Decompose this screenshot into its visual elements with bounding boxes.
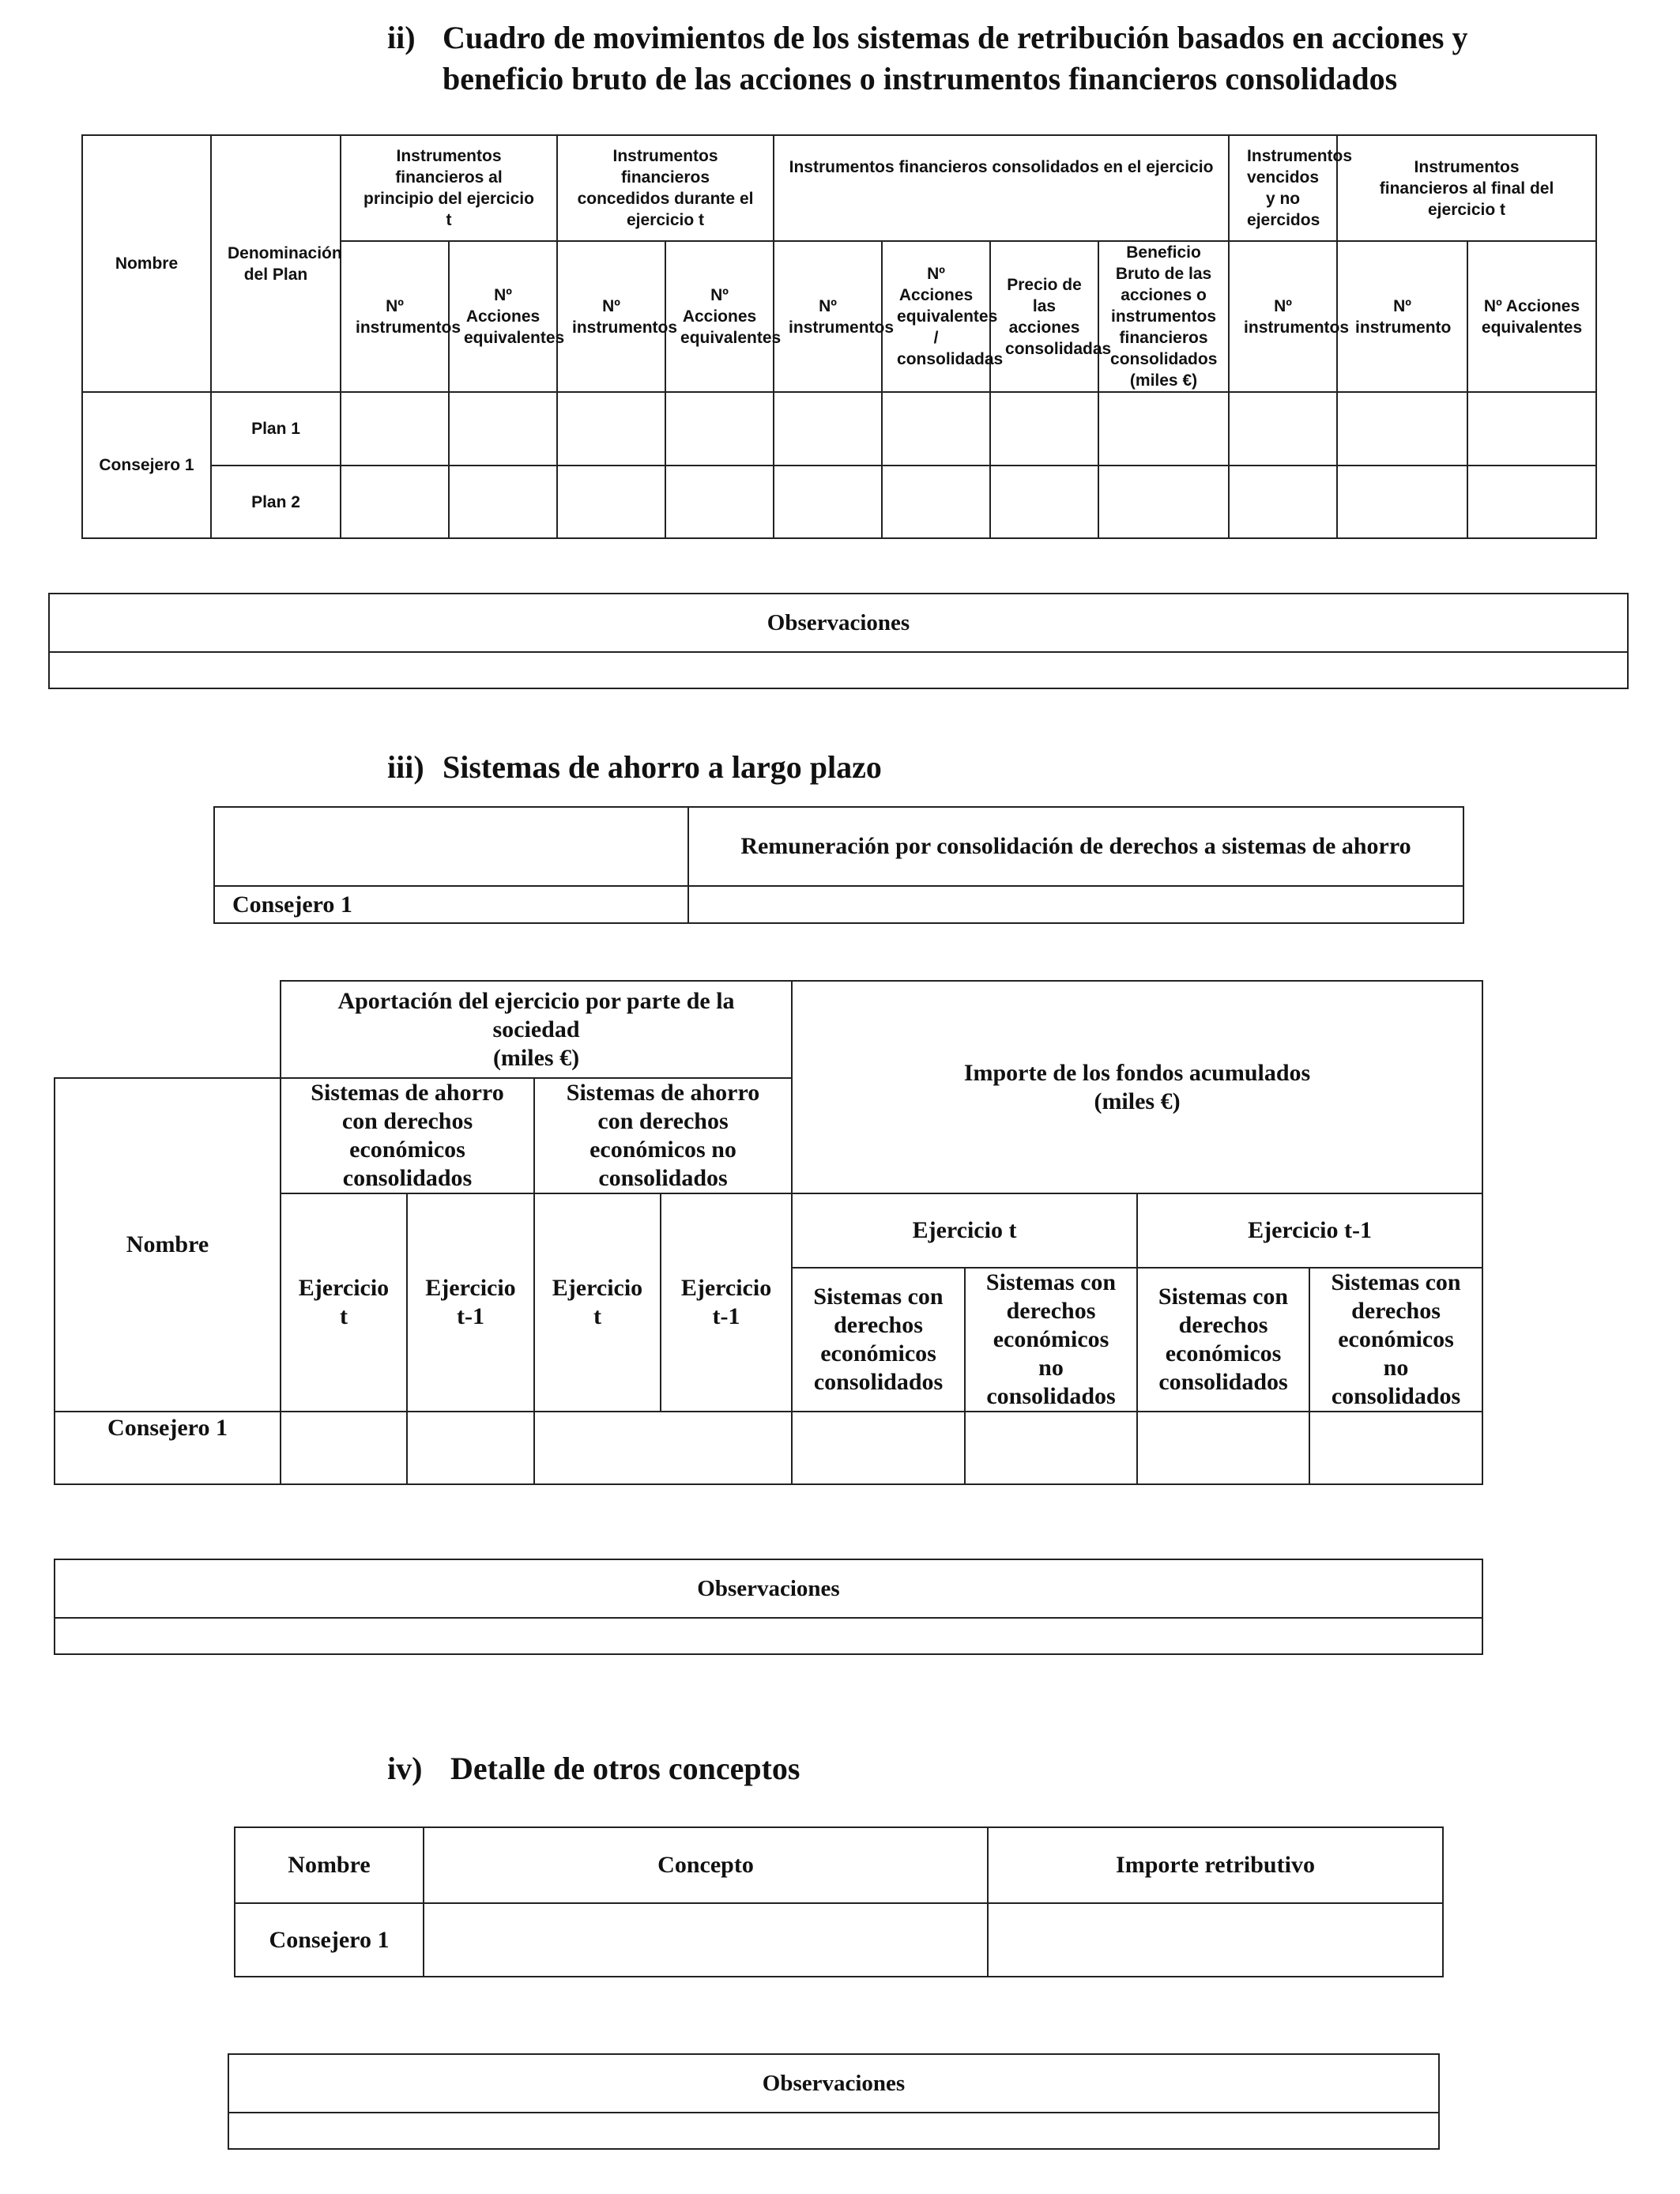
table-cell: [1467, 466, 1596, 538]
row-consejero-1: Consejero 1: [82, 392, 211, 538]
sub-instrumentos-inicio: Nº instrumentos: [341, 241, 449, 392]
section-iv-number: iv): [387, 1751, 423, 1786]
table-cell: [1309, 1412, 1482, 1484]
header-fondos-ejercicio-t1: Ejercicio t-1: [1137, 1193, 1482, 1268]
header-instrumentos-consolidados: Instrumentos financieros consolidados en el ejercicio: [774, 135, 1229, 241]
table-cell: [449, 392, 557, 466]
table-cell: [341, 392, 449, 466]
table-cell: [665, 466, 774, 538]
header-instrumentos-vencidos: Instrumentos vencidos y no ejercidos: [1229, 135, 1337, 241]
table-cell: [55, 981, 281, 1078]
table-cell: [965, 1412, 1137, 1484]
header-instrumentos-concedidos: Instrumentos financieros concedidos durante el ejercicio t: [557, 135, 774, 241]
section-iii-title: Sistemas de ahorro a largo plazo: [443, 749, 882, 785]
observaciones-box-iii: [54, 1559, 1483, 1655]
sub-beneficio-bruto: Beneficio Bruto de las acciones o instrumentos financieros consolidados (miles €): [1098, 241, 1229, 392]
sub-acciones-concedidos: Nº Acciones equivalentes: [665, 241, 774, 392]
table-cell: [1098, 466, 1229, 538]
table-cell: [557, 392, 665, 466]
row-consejero-1: Consejero 1: [55, 1412, 281, 1484]
section-ii-heading: [387, 17, 1573, 100]
header-aportacion-no-ejercicio-t1: Ejercicio t-1: [661, 1193, 792, 1412]
header-aportacion-no-ejercicio-t: Ejercicio t: [534, 1193, 661, 1412]
table-cell: [449, 466, 557, 538]
section-iii-heading: [387, 747, 1335, 788]
observaciones-label: Observaciones: [55, 1560, 1482, 1619]
table-cell: [557, 466, 665, 538]
header-fondos-t-consolidados: Sistemas con derechos económicos consolidados: [792, 1268, 965, 1412]
movements-table: [81, 134, 1597, 539]
sub-instrumentos-consolidados: Nº instrumentos: [774, 241, 882, 392]
sub-instrumento-final: Nº instrumento: [1337, 241, 1467, 392]
header-fondos-t-no-consolidados: Sistemas con derechos económicos no consolidados: [965, 1268, 1137, 1412]
header-nombre: Nombre: [82, 135, 211, 392]
table-cell: [424, 1903, 988, 1977]
table-cell: [990, 466, 1098, 538]
table-cell: [534, 1412, 792, 1484]
header-aportacion-ejercicio-t: Ejercicio t: [281, 1193, 407, 1412]
header-fondos-t1-consolidados: Sistemas con derechos económicos consolidados: [1137, 1268, 1309, 1412]
table-cell: [214, 807, 688, 886]
ahorro-aportacion-table: [54, 980, 1483, 1485]
sub-acciones-inicio: Nº Acciones equivalentes: [449, 241, 557, 392]
table-cell: [1229, 392, 1337, 466]
header-nombre: Nombre: [235, 1827, 424, 1903]
table-cell: [688, 886, 1463, 923]
header-concepto: Concepto: [424, 1827, 988, 1903]
header-importe-fondos: Importe de los fondos acumulados (miles €): [792, 981, 1482, 1193]
table-cell: [774, 392, 882, 466]
sub-acciones-final: Nº Acciones equivalentes: [1467, 241, 1596, 392]
header-importe-retributivo: Importe retributivo: [988, 1827, 1443, 1903]
header-aportacion-ejercicio-t1: Ejercicio t-1: [407, 1193, 534, 1412]
sub-instrumentos-concedidos: Nº instrumentos: [557, 241, 665, 392]
section-ii-title-line2: beneficio bruto de las acciones o instrumentos financieros consolidados: [443, 61, 1398, 96]
section-iv-title: Detalle de otros conceptos: [450, 1751, 800, 1786]
table-cell: [1229, 466, 1337, 538]
table-cell: [882, 466, 990, 538]
header-remuneracion-consolidacion: Remuneración por consolidación de derechos a sistemas de ahorro: [688, 807, 1463, 886]
header-sistemas-consolidados: Sistemas de ahorro con derechos económicos consolidados: [281, 1078, 534, 1193]
header-nombre: Nombre: [55, 1078, 281, 1412]
table-cell: [281, 1412, 407, 1484]
section-ii-number: ii): [387, 20, 416, 55]
table-cell: [1337, 466, 1467, 538]
table-cell: [341, 466, 449, 538]
otros-conceptos-table: [234, 1826, 1444, 1977]
table-cell: [774, 466, 882, 538]
sub-precio-acciones: Precio de las acciones consolidadas: [990, 241, 1098, 392]
table-cell: [882, 392, 990, 466]
observaciones-label: Observaciones: [229, 2055, 1438, 2113]
ahorro-consolidacion-table: [213, 806, 1464, 924]
table-cell: [1098, 392, 1229, 466]
table-cell: [407, 1412, 534, 1484]
header-instrumentos-inicio: Instrumentos financieros al principio del ejercicio t: [341, 135, 557, 241]
row-plan-1: Plan 1: [211, 392, 341, 466]
header-sistemas-no-consolidados: Sistemas de ahorro con derechos económicos no consolidados: [534, 1078, 792, 1193]
table-cell: [1137, 1412, 1309, 1484]
table-cell: [1337, 392, 1467, 466]
table-cell: [792, 1412, 965, 1484]
row-consejero-1: Consejero 1: [214, 886, 688, 923]
section-ii-title-line1: Cuadro de movimientos de los sistemas de retribución basados en acciones y: [443, 20, 1468, 55]
header-instrumentos-final: Instrumentos financieros al final del ejercicio t: [1337, 135, 1596, 241]
header-fondos-t1-no-consolidados: Sistemas con derechos económicos no consolidados: [1309, 1268, 1482, 1412]
table-cell: [990, 392, 1098, 466]
observaciones-label: Observaciones: [50, 594, 1627, 653]
sub-acciones-consolidadas: Nº Acciones equivalentes / consolidadas: [882, 241, 990, 392]
row-consejero-1: Consejero 1: [235, 1903, 424, 1977]
table-cell: [665, 392, 774, 466]
header-aportacion: Aportación del ejercicio por parte de la sociedad (miles €): [281, 981, 792, 1078]
row-plan-2: Plan 2: [211, 466, 341, 538]
sub-instrumentos-vencidos: Nº instrumentos: [1229, 241, 1337, 392]
table-cell: [1467, 392, 1596, 466]
section-iii-number: iii): [387, 749, 424, 785]
observaciones-box-ii: [48, 593, 1629, 689]
header-denominacion: Denominación del Plan: [211, 135, 341, 392]
header-fondos-ejercicio-t: Ejercicio t: [792, 1193, 1137, 1268]
table-cell: [988, 1903, 1443, 1977]
observaciones-box-iv: [228, 2053, 1440, 2150]
section-iv-heading: [387, 1748, 1335, 1789]
